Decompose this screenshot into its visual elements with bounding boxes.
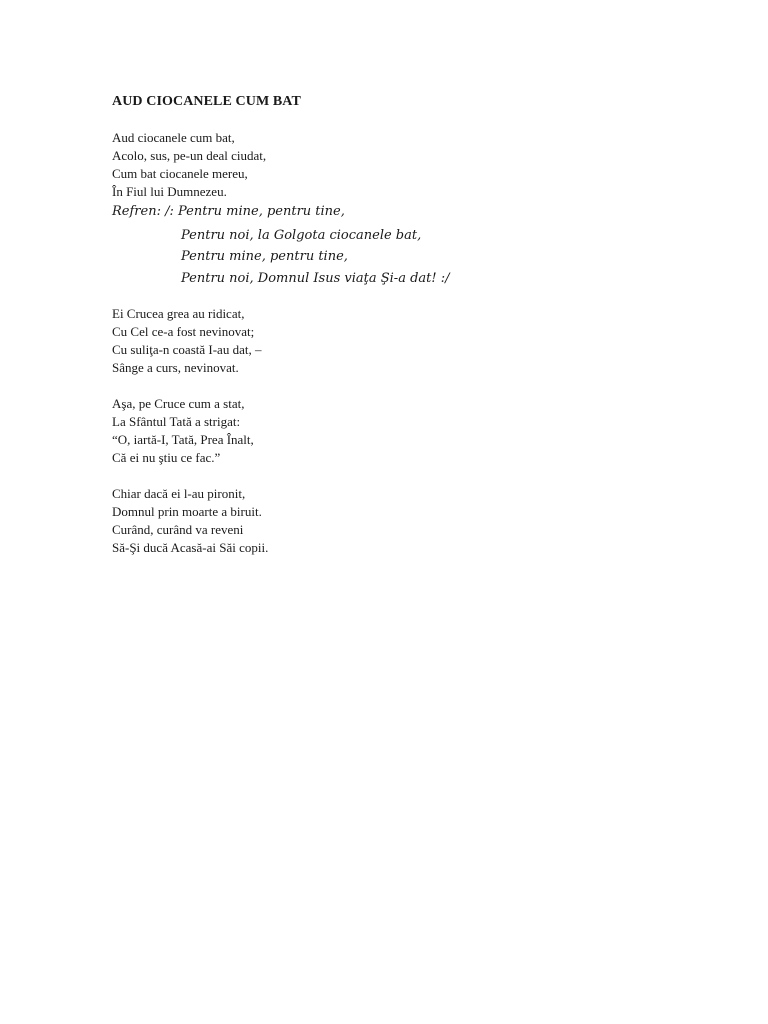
- stanza-2-line-4: Sânge a curs, nevinovat.: [112, 360, 239, 375]
- stanza-2-line-3: Cu suliţa-n coastă I-au dat, –: [112, 342, 262, 357]
- stanza-4-line-4: Să-Şi ducă Acasă-ai Săi copii.: [112, 540, 269, 555]
- stanza-3-line-3: “O, iartă-I, Tată, Prea Înalt,: [112, 432, 254, 447]
- stanza-1-line-4: În Fiul lui Dumnezeu.: [112, 184, 227, 199]
- refrain-line-1: Refren: /: Pentru mine, pentru tine,: [112, 204, 345, 219]
- refrain-line-4: Pentru noi, Domnul Isus viaţa Şi-a dat! :/: [181, 271, 450, 286]
- stanza-3-line-2: La Sfântul Tată a strigat:: [112, 414, 241, 429]
- stanza-1-line-2: Acolo, sus, pe-un deal ciudat,: [112, 148, 267, 163]
- stanza-3-line-1: Aşa, pe Cruce cum a stat,: [112, 396, 245, 411]
- stanza-4-line-3: Curând, curând va reveni: [112, 522, 244, 537]
- stanza-4-line-1: Chiar dacă ei l-au pironit,: [112, 486, 246, 501]
- stanza-1-line-1: Aud ciocanele cum bat,: [112, 130, 235, 145]
- stanza-2-line-2: Cu Cel ce-a fost nevinovat;: [112, 324, 255, 339]
- stanza-1-line-3: Cum bat ciocanele mereu,: [112, 166, 248, 181]
- refrain-line-3: Pentru mine, pentru tine,: [181, 249, 348, 264]
- refrain-line-2: Pentru noi, la Golgota ciocanele bat,: [181, 228, 422, 243]
- song-title: AUD CIOCANELE CUM BAT: [112, 94, 301, 109]
- stanza-3-line-4: Că ei nu ştiu ce fac.”: [112, 450, 221, 465]
- stanza-4-line-2: Domnul prin moarte a biruit.: [112, 504, 262, 519]
- stanza-2-line-1: Ei Crucea grea au ridicat,: [112, 306, 245, 321]
